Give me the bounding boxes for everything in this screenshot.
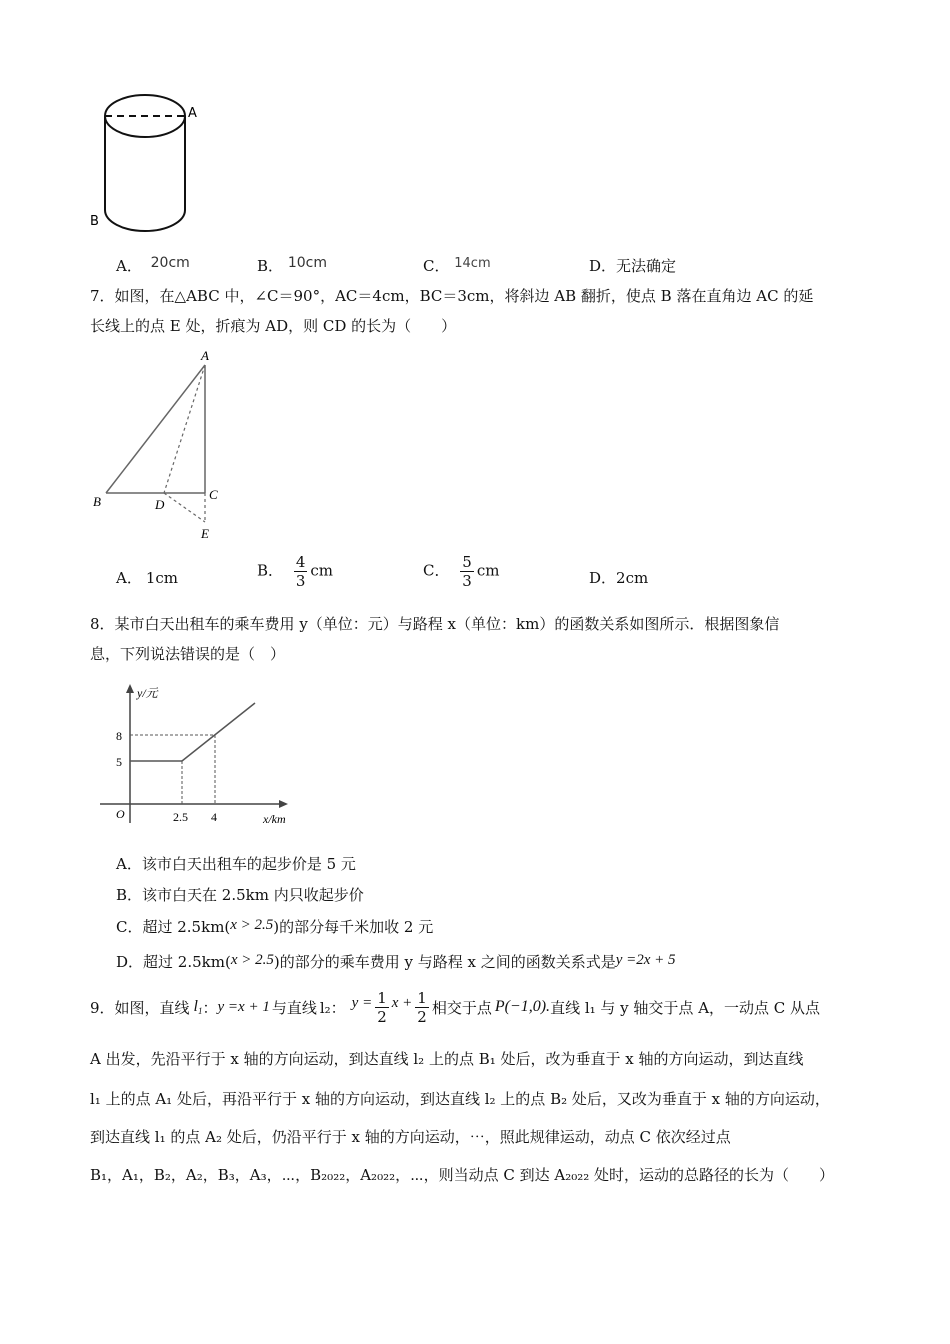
q6-option-a[interactable] [116, 255, 190, 276]
q9-stem-line-1 [90, 987, 820, 1027]
q7-option-c-letter: C． [423, 561, 450, 580]
q8-option-d-math: x > 2.5 [230, 952, 274, 968]
q8-option-d[interactable] [116, 951, 676, 972]
q9-stem-line-3: l₁ 上的点 A₁ 处后，再沿平行于 x 轴的方向运动，到达直线 l₂ 上的点 B₂ 处后，又改为垂直于 x 轴的方向运动， [90, 1090, 830, 1108]
q7-option-c[interactable] [423, 553, 499, 590]
q8-option-c[interactable] [116, 916, 433, 937]
q9-stem-line-4: 到达直线 l₁ 的点 A₂ 处后，仍沿平行于 x 轴的方向运动，⋯，照此规律运动，动点 C 依次经过点 [90, 1128, 731, 1146]
q9-intersect-text: 相交于点 [431, 998, 492, 1017]
q7-label-a: A [201, 348, 209, 363]
cylinder-label-b: B [90, 214, 99, 229]
q7-option-d[interactable] [589, 567, 648, 588]
q6-option-a-letter: A． [116, 257, 142, 275]
q9-prefix: 9．如图，直线 [90, 998, 190, 1017]
q9-l2-fraction-1-num: 1 [377, 988, 387, 1007]
q9-l2-fraction-1 [375, 989, 389, 1026]
q8-y-axis-label: y/元 [137, 686, 158, 700]
q7-option-a-text: 1cm [145, 569, 179, 587]
q8-option-c-math: x > 2.5 [230, 917, 274, 933]
q7-stem-line-1: 7．如图，在△ABC 中，∠C＝90°，AC＝4cm，BC＝3cm，将斜边 AB 翻折，使点 B 落在直角边 AC 的延 [90, 287, 814, 305]
cylinder-figure [85, 88, 215, 238]
q8-option-c-prefix: C．超过 2.5km( [116, 918, 231, 936]
q8-option-d-formula: y =2x + 5 [615, 952, 676, 968]
q8-x-axis-arrow [279, 800, 288, 808]
q7-label-d: D [155, 497, 165, 512]
q7-option-d-text: 2cm [616, 569, 649, 587]
q9-l2-fraction-2-num: 1 [417, 988, 427, 1007]
q8-x-tick-4: 4 [211, 810, 217, 824]
q7-option-a[interactable] [116, 567, 178, 588]
q9-line-l2-name: l₂： [319, 998, 346, 1017]
q8-option-b[interactable]: B．该市白天在 2.5km 内只收起步价 [116, 886, 364, 904]
cylinder-bottom-arc [105, 210, 185, 231]
q8-fare-graph [95, 683, 305, 833]
q7-option-b[interactable] [257, 553, 333, 590]
q7-segment-de [164, 493, 205, 522]
q8-option-c-suffix: )的部分每千米加收 2 元 [273, 918, 434, 936]
q7-fold-ad [164, 365, 205, 493]
q8-stem-line-2: 息，下列说法错误的是（ ） [90, 645, 286, 663]
q7-option-c-fraction [460, 553, 474, 590]
q7-option-c-denominator: 3 [462, 572, 472, 590]
q7-option-b-numerator: 4 [295, 553, 306, 571]
q7-option-c-numerator: 5 [462, 553, 472, 571]
q8-stem-line-1: 8．某市白天出租车的乘车费用 y（单位：元）与路程 x（单位：km）的函数关系如图所示．根据图象信 [90, 615, 780, 633]
q6-option-c-text: 14cm [454, 256, 491, 271]
q8-option-d-middle: )的部分的乘车费用 y 与路程 x 之间的函数关系式是 [273, 953, 616, 971]
q7-side-ab [106, 365, 205, 493]
q7-option-b-fraction [294, 553, 308, 590]
q9-l2-prefix: 与直线 [271, 998, 317, 1017]
q7-option-b-letter: B． [257, 561, 284, 580]
cylinder-label-a: A [188, 106, 197, 121]
q9-l2-fraction-2-den: 2 [417, 1007, 427, 1026]
q7-label-e: E [201, 526, 209, 541]
q8-segment-rise [182, 703, 255, 761]
q9-line-l1-name [194, 998, 203, 1016]
q9-stem-line-5: B₁，A₁，B₂，A₂，B₃，A₃，⋯，B₂₀₂₂，A₂₀₂₂，⋯，则当动点 C 到达 A₂₀₂₂ 处时，运动的总路径的长为（ ） [90, 1166, 835, 1184]
q8-option-d-prefix: D．超过 2.5km( [116, 953, 231, 971]
q6-option-b-letter: B． [257, 257, 284, 275]
q8-y-tick-5: 5 [116, 755, 122, 769]
q9-l2-eq-lhs: y = [351, 994, 373, 1011]
q7-option-d-letter: D． [589, 569, 617, 587]
q6-option-d[interactable] [589, 255, 676, 276]
q7-option-c-unit: cm [476, 561, 500, 580]
q8-origin-label: O [116, 807, 125, 821]
q8-x-tick-2-5: 2.5 [173, 810, 188, 824]
q7-triangle-figure [88, 345, 228, 545]
q6-option-d-letter: D． [589, 257, 617, 275]
q7-option-b-denominator: 3 [295, 572, 306, 590]
q9-l2-mid: x + [391, 994, 413, 1011]
q9-stem-line-2: A 出发，先沿平行于 x 轴的方向运动，到达直线 l₂ 上的点 B₁ 处后，改为垂直于 x 轴的方向运动，到达直线 [90, 1050, 804, 1068]
q9-l1-tail: 直线 l₁ 与 y 轴交于点 A，一动点 C 从点 [550, 998, 821, 1017]
q6-option-b[interactable] [257, 255, 327, 276]
q9-l1-colon: ： [202, 998, 218, 1017]
q9-l2-fraction-2 [415, 989, 429, 1026]
q7-label-c: C [209, 487, 218, 502]
q6-option-a-text: 20cm [150, 255, 190, 271]
q8-option-a[interactable]: A．该市白天出租车的起步价是 5 元 [116, 855, 356, 873]
q9-l2-fraction-1-den: 2 [377, 1007, 387, 1026]
q8-x-axis-label: x/km [263, 812, 286, 826]
q7-label-b: B [93, 494, 101, 509]
q9-point-p: P(−1,0). [494, 998, 551, 1015]
q7-option-a-letter: A． [116, 569, 142, 587]
q9-line-l1-subscript: 1 [198, 1006, 203, 1016]
q7-stem-line-2: 长线上的点 E 处，折痕为 AD，则 CD 的长为（ ） [90, 317, 457, 335]
q8-y-tick-8: 8 [116, 729, 122, 743]
q9-l1-equation: y =x + 1 [217, 998, 270, 1015]
q7-option-b-unit: cm [310, 561, 333, 580]
q8-y-axis-arrow [126, 684, 134, 693]
q6-option-b-text: 10cm [287, 255, 327, 271]
q6-option-c-letter: C． [423, 257, 450, 275]
q6-option-c[interactable] [423, 255, 491, 276]
q6-option-d-text: 无法确定 [616, 257, 677, 275]
q9-line-l1-letter: l [193, 998, 198, 1015]
